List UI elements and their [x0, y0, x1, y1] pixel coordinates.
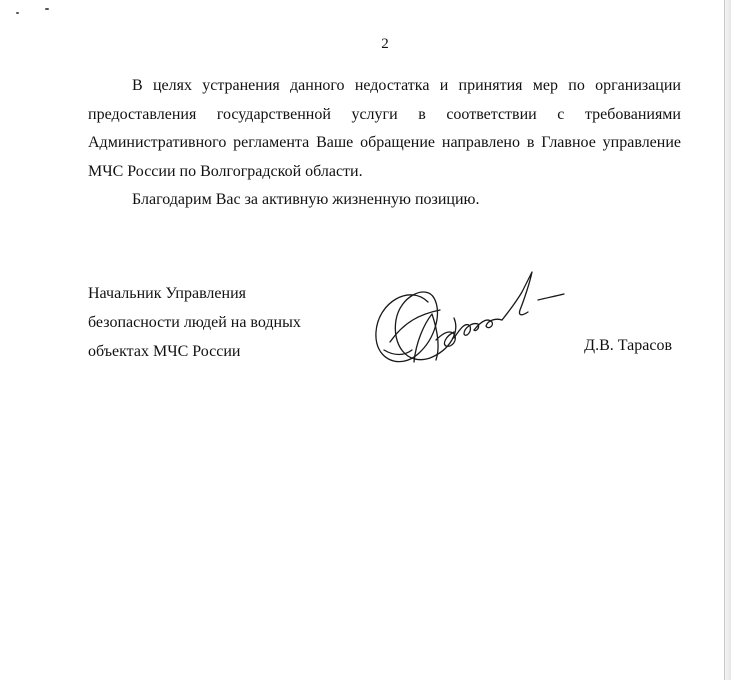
paragraph-thanks: Благодарим Вас за активную жизненную позицию.: [132, 191, 480, 208]
signatory-position-line: безопасности людей на водных: [88, 314, 301, 331]
scan-speck: [16, 12, 19, 14]
signatory-name: Д.В. Тарасов: [584, 337, 672, 354]
signatory-position-line: Начальник Управления: [88, 285, 246, 302]
handwritten-signature: [370, 262, 570, 374]
signatory-position-line: объектах МЧС России: [88, 343, 241, 360]
page-number: 2: [381, 36, 389, 52]
scan-speck: [45, 8, 49, 10]
letter-body: [88, 72, 681, 215]
paragraph-redirect-notice: В целях устранения данного недостатка и принятия мер по организации предоставления государственной услуги в соответствии с требованиями Административного регламента Ваше обращение направлено в Главное управление МЧС России по Волгоградской области.: [88, 77, 681, 180]
signatory-position: [88, 279, 301, 366]
page-edge: [724, 0, 731, 680]
